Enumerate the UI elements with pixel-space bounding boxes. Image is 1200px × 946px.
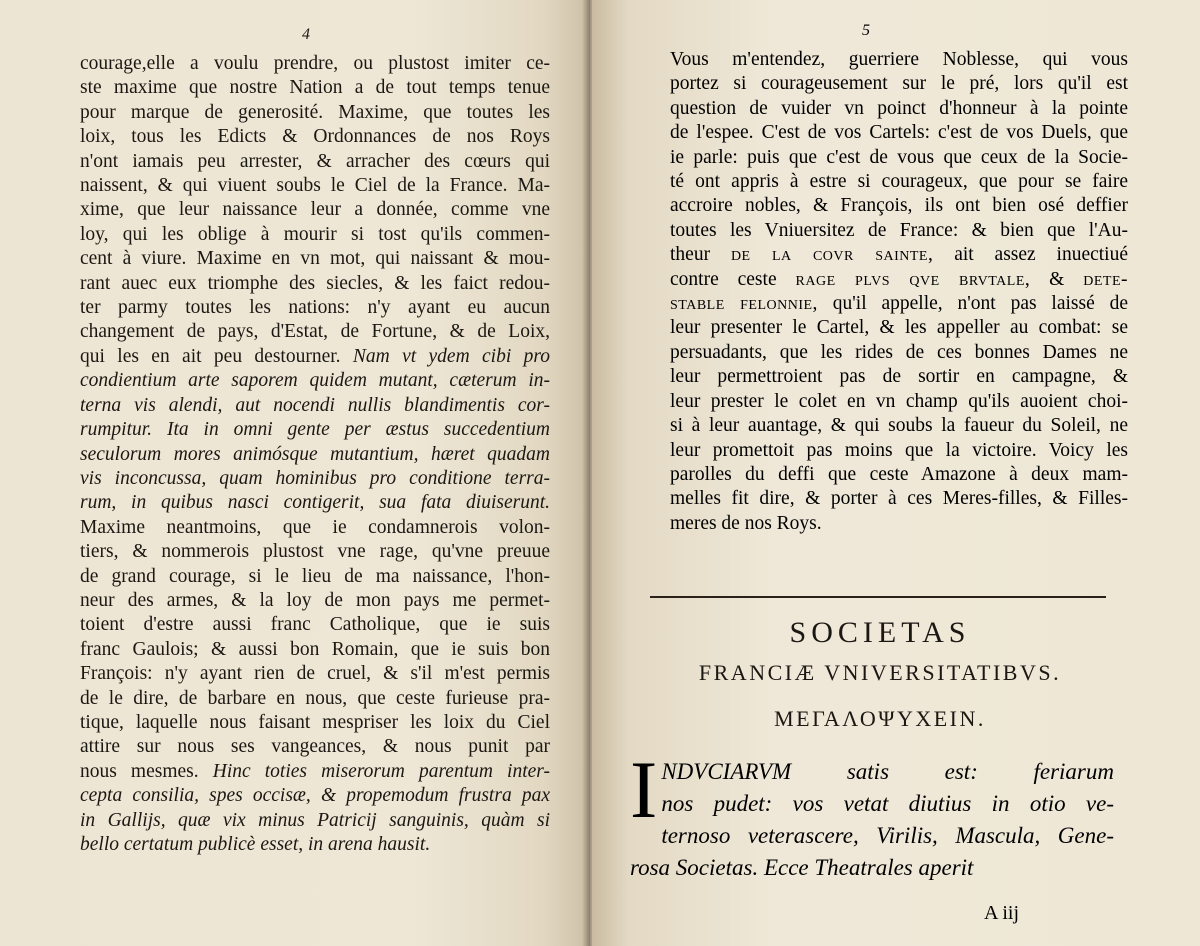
line-text: bello certatum publicè esset, in arena hausit. (80, 834, 431, 855)
line-text: n'ont iamais peu arrester, & arracher des cœurs qui (80, 150, 550, 172)
line-text: attire sur nous ses vangeances, & nous punit par (80, 736, 550, 758)
text-line (670, 341, 1128, 365)
signature-mark: A iij (984, 902, 1020, 924)
line-tail: Hinc toties miserorum parentum inter- (212, 760, 550, 782)
latin-line: ternoso veterascere, Virilis, Mascula, Gene- (661, 823, 1114, 848)
line-text: rum, in quibus nasci contigerit, sua fata diuiserunt. (80, 492, 550, 514)
line-text: toutes les Vniuersitez de France: & bien que l'Au- (670, 219, 1128, 241)
line-text: vis inconcussa, quam hominibus pro conditione terra- (80, 467, 550, 489)
text-line (80, 565, 550, 589)
text-line (670, 414, 1128, 438)
text-line (670, 292, 1128, 316)
line-text: tiers, & nommerois plustost vne rage, qu'vne preuue (80, 541, 550, 563)
line-text: pour marque de generosité. Maxime, que toutes les (80, 101, 550, 123)
text-line (670, 170, 1128, 194)
line-text: leur prester le colet en vn champ qu'ils auoient choi- (670, 390, 1128, 412)
line-text: té ont appris à estre si courageux, que pour se faire (670, 171, 1128, 193)
line-text: changement de pays, d'Estat, de Fortune, & de Loix, (80, 321, 550, 343)
line-text: qui les en ait peu destourner. (80, 345, 341, 367)
line-text: parolles du deffi que ceste Amazone à deux mam- (670, 463, 1128, 485)
text-line (80, 394, 550, 418)
line-text: in Gallijs, quæ vix minus Patricij sanguinis, quàm si (80, 809, 550, 831)
text-line (670, 439, 1128, 463)
line-text: xime, que leur naissance leur a donnée, comme vne (80, 199, 550, 221)
line-text: cepta consilia, spes occisæ, & propemodum frustra pax (80, 785, 550, 807)
text-line (80, 687, 550, 711)
text-line (80, 784, 550, 808)
text-line (670, 390, 1128, 414)
text-line (80, 662, 550, 686)
text-line (670, 194, 1128, 218)
line-text: meres de nos Roys. (670, 512, 822, 534)
line-text: cent à viure. Maxime en vn mot, qui naissant & mou- (80, 248, 550, 270)
text-line (670, 487, 1128, 511)
text-line (80, 589, 550, 613)
text-line (80, 467, 550, 491)
text-line (80, 345, 550, 369)
line-rest: & (1030, 268, 1084, 290)
text-line (670, 48, 1128, 72)
line-text: franc Gaulois; & aussi bon Romain, que ie suis bon (80, 638, 550, 660)
text-line (670, 463, 1128, 487)
line-text: toient d'estre aussi franc Catholique, que ie suis (80, 614, 550, 636)
text-line (80, 320, 550, 344)
drop-cap: I (630, 744, 658, 835)
text-line (80, 735, 550, 759)
text-line (670, 316, 1128, 340)
text-line (670, 512, 1128, 536)
line-text: tique, laquelle nous faisant mespriser les loix du Ciel (80, 711, 550, 733)
small-caps-text: stable felonnie, (670, 293, 818, 315)
text-line (670, 268, 1128, 292)
line-text: leur presenter le Cartel, & les appeller au combat: se (670, 317, 1128, 339)
line-text: Vous m'entendez, guerriere Noblesse, qui vous (670, 49, 1128, 70)
right-page-text (670, 48, 1128, 536)
small-caps-text: de la covr sainte, (730, 244, 934, 266)
text-line (80, 516, 550, 540)
line-text: leur permettroient pas de sortir en campagne, & (670, 366, 1128, 388)
line-text: neur des armes, & la loy de mon pays me permet- (80, 589, 550, 611)
text-line (80, 247, 550, 271)
line-text: seculorum mores animósque mutantium, hæret quadam (80, 443, 550, 465)
line-text: de grand courage, si le lieu de ma naissance, l'hon- (80, 565, 550, 587)
line-text: Maxime neantmoins, que ie condamnerois volon- (80, 516, 550, 538)
text-line (80, 369, 550, 393)
text-line (80, 76, 550, 100)
line-text: rant auec eux triomphe des siecles, & les faict redou- (80, 272, 550, 294)
line-text: loy, qui les oblige à mourir si tost qu'ils commen- (80, 223, 550, 245)
text-line (670, 243, 1128, 267)
line-text: terna vis alendi, aut nocendi nullis blandimentis cor- (80, 394, 550, 416)
line-text: courage,elle a voulu prendre, ou plustost imiter ce- (80, 53, 550, 74)
line-text: portez si courageusement sur le pré, lors qu'il est (670, 73, 1128, 95)
line-text: nous mesmes. (80, 760, 199, 782)
page-number-left: 4 (302, 26, 310, 43)
text-line (80, 125, 550, 149)
heading-societas: SOCIETAS (789, 616, 971, 649)
text-line (80, 711, 550, 735)
line-text: si à leur auantage, & qui soubs la faueur du Soleil, ne (670, 415, 1128, 437)
text-line (670, 72, 1128, 96)
line-text: leur promettoit pas moins que la victoire. Voicy les (670, 439, 1128, 461)
text-line (80, 760, 550, 784)
line-rest: ait assez inuectiué (933, 244, 1129, 266)
text-line (80, 52, 550, 76)
latin-line: rosa Societas. Ecce Theatrales aperit (630, 855, 974, 880)
text-line (80, 418, 550, 442)
text-line (670, 146, 1128, 170)
text-line (670, 219, 1128, 243)
text-line (80, 833, 550, 857)
heading-greek: ΜΕΓΑΛΟΨΥΧΕΙΝ. (774, 706, 986, 731)
line-text: melles fit dire, & porter à ces Meres-filles, & Filles- (670, 488, 1128, 510)
text-line (80, 198, 550, 222)
latin-passage (630, 744, 1114, 884)
text-line (80, 638, 550, 662)
line-text: theur (670, 244, 711, 266)
line-text: question de vuider vn poinct d'honneur à la pointe (670, 97, 1128, 119)
line-text: François: n'y ayant rien de cruel, & s'il m'est permis (80, 663, 550, 685)
line-text: ste maxime que nostre Nation a de tout temps tenue (80, 77, 550, 99)
page-number-right: 5 (862, 22, 870, 39)
small-caps-text: rage plvs qve brvtale, (795, 268, 1031, 290)
latin-line: nos pudet: vos vetat diutius in otio ve- (661, 791, 1114, 816)
line-text: ie parle: puis que c'est de vous que ceux de la Socie- (670, 146, 1128, 168)
heading-franciae: FRANCIÆ VNIVERSITATIBVS. (698, 660, 1062, 685)
text-line (670, 97, 1128, 121)
text-line (670, 121, 1128, 145)
line-text: condientium arte saporem quidem mutant, cæterum in- (80, 370, 550, 392)
line-text: rumpitur. Ita in omni gente per æstus succedentium (80, 419, 550, 441)
line-tail: Nam vt ydem cibi pro (352, 345, 550, 367)
line-text: accroire nobles, & François, ils ont bien osé deffier (670, 195, 1128, 217)
text-line (80, 540, 550, 564)
text-line (80, 174, 550, 198)
text-line (80, 150, 550, 174)
line-text: ter parmy toutes les nations: n'y ayant eu aucun (80, 297, 550, 319)
left-page (0, 0, 590, 946)
latin-line: NDVCIARVM satis est: feriarum (661, 759, 1114, 784)
line-text: loix, tous les Edicts & Ordonnances de nos Roys (80, 126, 550, 148)
small-caps-text: dete- (1083, 268, 1128, 290)
text-line (80, 491, 550, 515)
line-rest: qu'il appelle, n'ont pas laissé de (817, 293, 1128, 315)
text-line (80, 809, 550, 833)
text-line (80, 443, 550, 467)
line-text: persuadants, que les rides de ces bonnes Dames ne (670, 341, 1128, 363)
text-line (80, 101, 550, 125)
text-line (670, 365, 1128, 389)
text-line (80, 223, 550, 247)
text-line (80, 296, 550, 320)
line-text: naissent, & qui viuent soubs le Ciel de la France. Ma- (80, 175, 550, 197)
text-line (80, 613, 550, 637)
text-line (80, 272, 550, 296)
line-text: de le dire, de barbare en nous, que ceste furieuse pra- (80, 687, 550, 709)
left-page-text (80, 52, 550, 857)
section-rule (650, 596, 1106, 598)
line-text: contre ceste (670, 268, 777, 290)
line-text: de l'espee. C'est de vos Cartels: c'est de vos Duels, que (670, 122, 1128, 144)
